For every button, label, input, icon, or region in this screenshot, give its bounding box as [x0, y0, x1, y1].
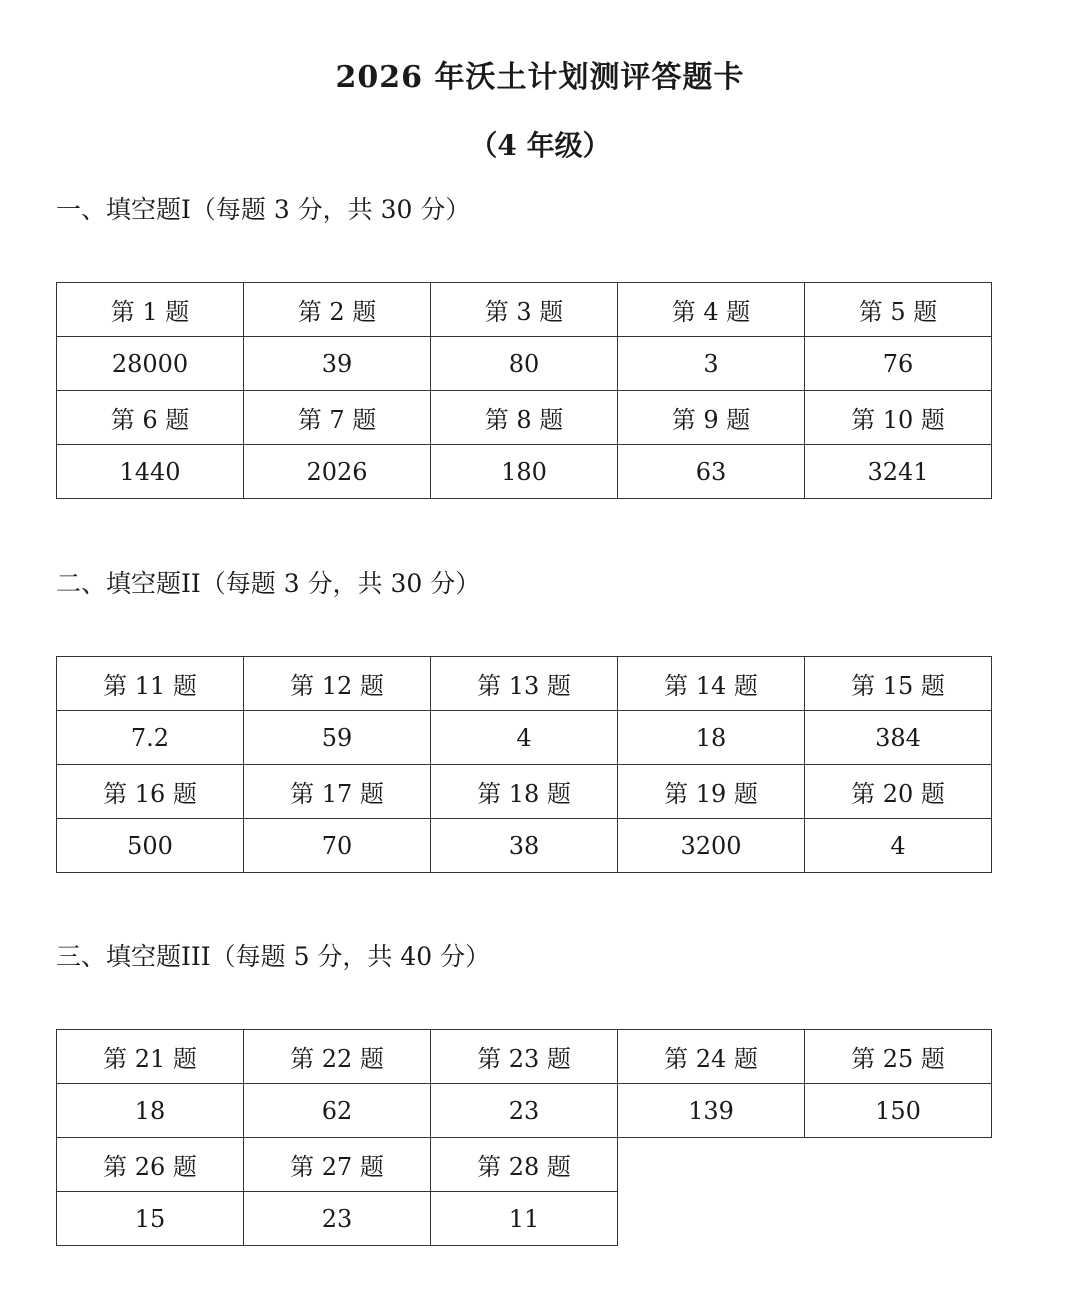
question-label: 第 1 题	[57, 283, 244, 337]
question-label: 第 2 题	[244, 283, 431, 337]
answer-cell: 4	[431, 711, 618, 765]
section-2-heading: 二、填空题II（每题 3 分，共 30 分）	[56, 569, 481, 598]
answer-cell: 150	[805, 1084, 992, 1138]
question-label: 第 22 题	[244, 1030, 431, 1084]
question-label: 第 14 题	[618, 657, 805, 711]
question-label: 第 28 题	[431, 1138, 618, 1192]
empty-cell	[618, 1138, 805, 1192]
answer-cell: 23	[431, 1084, 618, 1138]
answer-row	[57, 1192, 992, 1246]
question-label-row	[57, 1138, 992, 1192]
answer-cell: 18	[618, 711, 805, 765]
section-1-heading: 一、填空题I（每题 3 分，共 30 分）	[56, 195, 471, 224]
answer-cell: 4	[805, 819, 992, 873]
answer-cell: 384	[805, 711, 992, 765]
answer-cell: 38	[431, 819, 618, 873]
answer-cell: 63	[618, 445, 805, 499]
question-label: 第 24 题	[618, 1030, 805, 1084]
answer-cell: 7.2	[57, 711, 244, 765]
page-title: 2026 年沃土计划测评答题卡	[335, 60, 745, 95]
section-3-answer-table	[56, 1029, 992, 1246]
empty-cell	[805, 1138, 992, 1192]
question-label: 第 5 题	[805, 283, 992, 337]
question-label: 第 3 题	[431, 283, 618, 337]
answer-cell: 2026	[244, 445, 431, 499]
question-label: 第 12 题	[244, 657, 431, 711]
question-label: 第 23 题	[431, 1030, 618, 1084]
answer-cell: 62	[244, 1084, 431, 1138]
question-label: 第 13 题	[431, 657, 618, 711]
question-label-row	[57, 1030, 992, 1084]
question-label: 第 10 题	[805, 391, 992, 445]
question-label-row	[57, 283, 992, 337]
question-label: 第 18 题	[431, 765, 618, 819]
question-label: 第 4 题	[618, 283, 805, 337]
question-label: 第 11 题	[57, 657, 244, 711]
question-label: 第 15 题	[805, 657, 992, 711]
question-label: 第 26 题	[57, 1138, 244, 1192]
question-label: 第 16 题	[57, 765, 244, 819]
answer-cell: 80	[431, 337, 618, 391]
answer-cell: 15	[57, 1192, 244, 1246]
question-label: 第 8 题	[431, 391, 618, 445]
answer-row	[57, 711, 992, 765]
answer-cell: 500	[57, 819, 244, 873]
section-2-answer-table	[56, 656, 992, 873]
section-3-heading: 三、填空题III（每题 5 分，共 40 分）	[56, 942, 491, 971]
answer-cell: 3	[618, 337, 805, 391]
answer-cell: 3241	[805, 445, 992, 499]
empty-cell	[805, 1192, 992, 1246]
question-label-row	[57, 391, 992, 445]
question-label: 第 6 题	[57, 391, 244, 445]
answer-cell: 28000	[57, 337, 244, 391]
answer-cell: 180	[431, 445, 618, 499]
question-label: 第 21 题	[57, 1030, 244, 1084]
question-label: 第 19 题	[618, 765, 805, 819]
answer-cell: 59	[244, 711, 431, 765]
empty-cell	[618, 1192, 805, 1246]
question-label: 第 25 题	[805, 1030, 992, 1084]
question-label: 第 27 题	[244, 1138, 431, 1192]
answer-cell: 11	[431, 1192, 618, 1246]
section-1-answer-table	[56, 282, 992, 499]
answer-row	[57, 337, 992, 391]
question-label: 第 17 题	[244, 765, 431, 819]
answer-row	[57, 819, 992, 873]
grade-subtitle: （4 年级）	[469, 129, 611, 162]
question-label-row	[57, 657, 992, 711]
answer-cell: 23	[244, 1192, 431, 1246]
question-label: 第 20 题	[805, 765, 992, 819]
answer-cell: 39	[244, 337, 431, 391]
answer-cell: 18	[57, 1084, 244, 1138]
answer-cell: 70	[244, 819, 431, 873]
question-label: 第 7 题	[244, 391, 431, 445]
answer-cell: 76	[805, 337, 992, 391]
answer-cell: 1440	[57, 445, 244, 499]
question-label-row	[57, 765, 992, 819]
answer-cell: 3200	[618, 819, 805, 873]
answer-row	[57, 1084, 992, 1138]
answer-cell: 139	[618, 1084, 805, 1138]
question-label: 第 9 题	[618, 391, 805, 445]
answer-row	[57, 445, 992, 499]
